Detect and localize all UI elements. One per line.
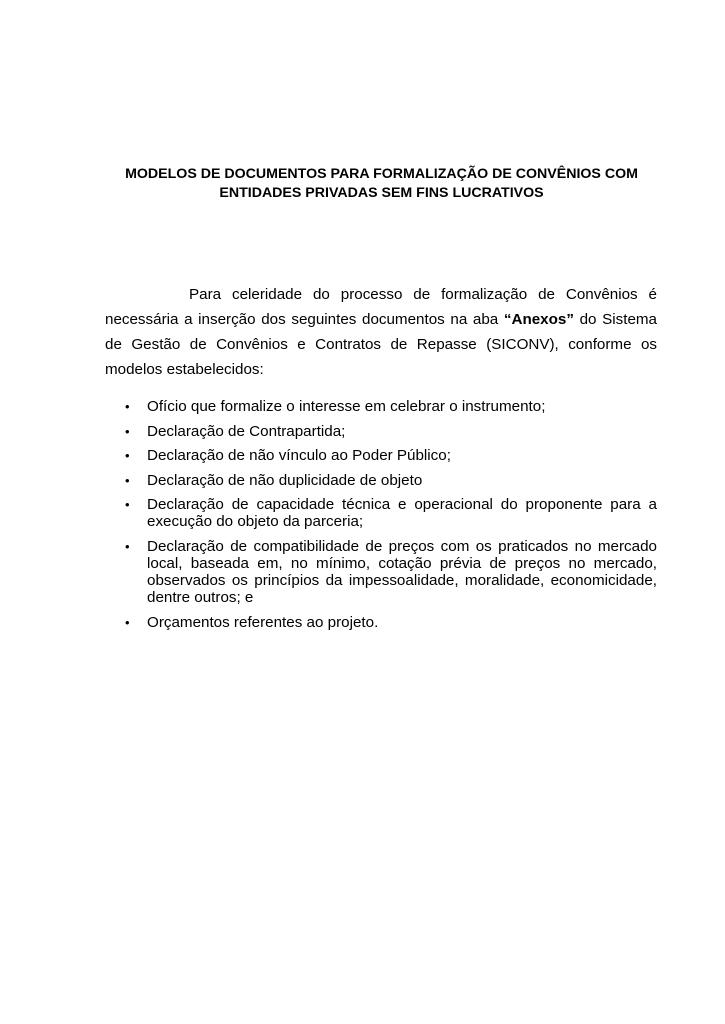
list-item (105, 398, 657, 415)
list-item-text: Declaração de não duplicidade de objeto (147, 471, 423, 489)
bullet-icon: • (125, 472, 130, 488)
list-item (105, 538, 657, 606)
list-item (105, 423, 657, 440)
intro-paragraph (105, 282, 657, 382)
title-line-1: MODELOS DE DOCUMENTOS PARA FORMALIZAÇÃO DE CONVÊNIOS COM (125, 166, 638, 182)
list-item-text: Declaração de capacidade técnica e operacional do proponente para a execução do objeto da parceria; (147, 496, 657, 530)
list-item-text: Orçamentos referentes ao projeto. (147, 614, 379, 631)
list-item-text: Declaração de Contrapartida; (147, 422, 346, 440)
list-item (105, 472, 657, 489)
list-item-text: Declaração de compatibilidade de preços com os praticados no mercado local, baseada em, no mínimo, cotação prévia de preços no mercado, observados os princípios da impessoalidade, moralidade, economicidade, dentre outros; e (147, 538, 657, 606)
list-item (105, 614, 657, 631)
bullet-icon: • (125, 615, 130, 630)
list-item (105, 496, 657, 530)
list-item-text: Ofício que formalize o interesse em celebrar o instrumento; (147, 398, 546, 415)
title-line-2: ENTIDADES PRIVADAS SEM FINS LUCRATIVOS (219, 185, 544, 201)
bullet-icon: • (125, 497, 130, 512)
list-item-text: Declaração de não vínculo ao Poder Público; (147, 447, 451, 464)
bullet-icon: • (125, 448, 130, 463)
document-title (105, 165, 658, 203)
list-item (105, 447, 657, 464)
document-list (105, 398, 657, 639)
intro-bold-anexos: “Anexos” (503, 311, 574, 328)
bullet-icon: • (125, 399, 130, 414)
intro-text-end: do Sistema de Gestão de Convênios e Contratos de Repasse (SICONV), conforme os modelos estabelecidos: (105, 311, 657, 378)
intro-text-start: Para celeridade do processo de formalização de Convênios é necessária a inserção dos seguintes documentos na aba (105, 286, 657, 328)
bullet-icon: • (125, 539, 130, 554)
bullet-icon: • (125, 423, 130, 439)
